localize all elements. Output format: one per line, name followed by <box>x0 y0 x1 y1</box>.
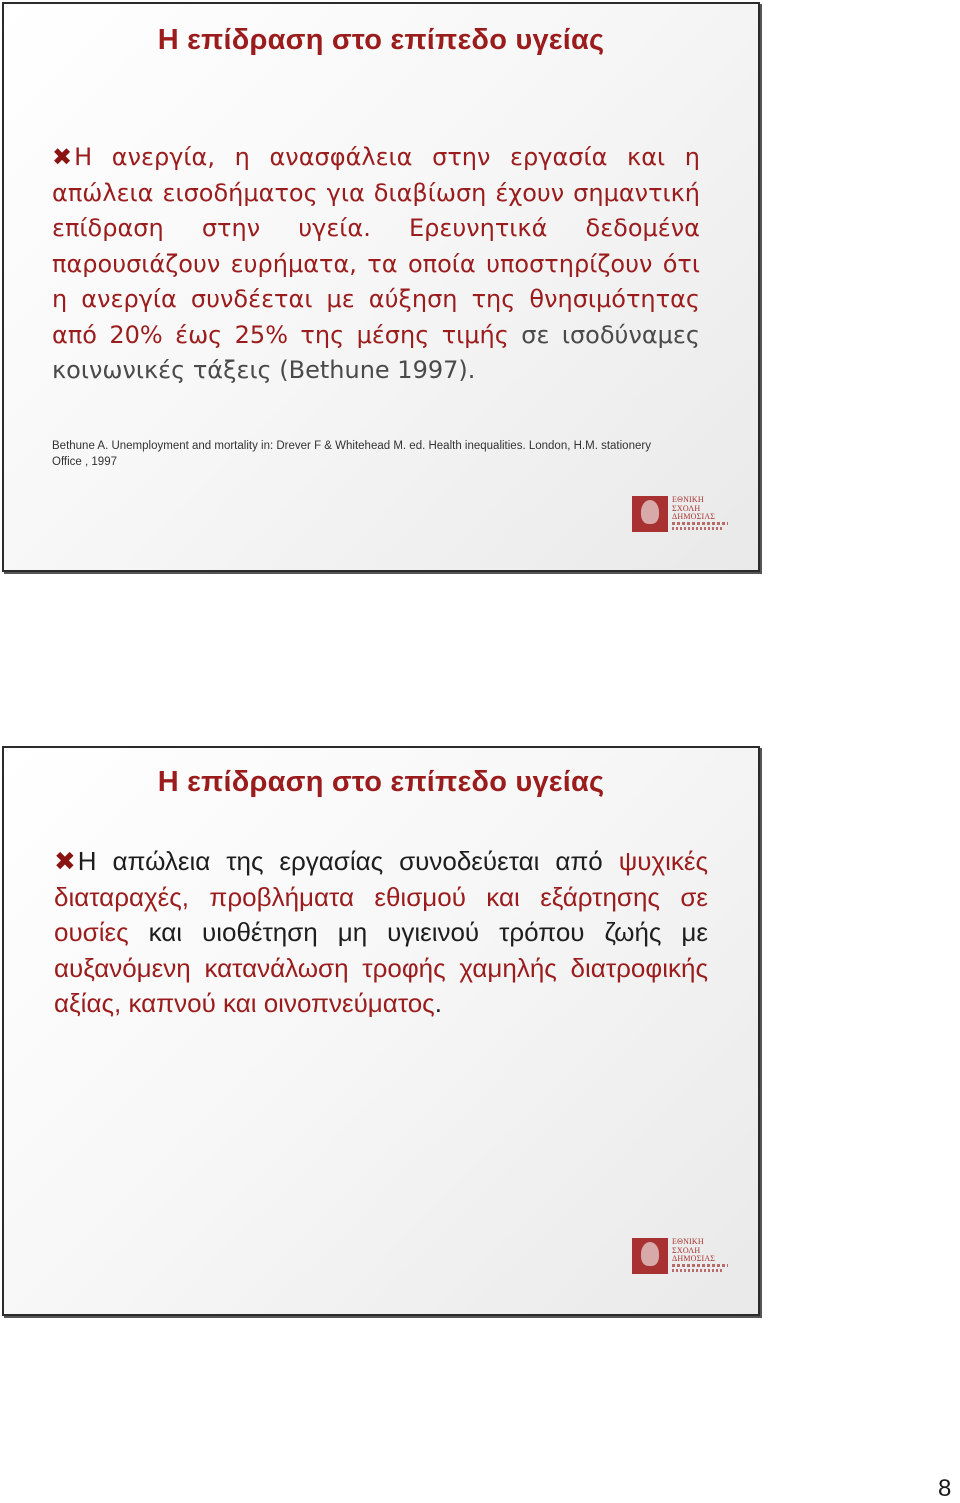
slide-title: Η επίδραση στο επίπεδο υγείας <box>157 24 605 56</box>
logo-text <box>672 496 728 522</box>
logo-line: ΔΗΜΟΣΙΑΣ <box>672 1254 716 1264</box>
page-number: 8 <box>938 1475 952 1502</box>
slide-body-paragraph <box>54 844 708 1022</box>
paragraph-text: Η απώλεια της εργασίας συνοδεύεται από <box>77 846 619 876</box>
slide-2 <box>2 746 760 1316</box>
paragraph-text: . <box>434 988 442 1018</box>
logo-emblem-icon <box>632 1238 668 1274</box>
paragraph-text: σε ισοδύναμες κοινωνικές τάξεις (Bethune 1997). <box>52 320 700 384</box>
paragraph-text: Η ανεργία, η ανασφάλεια στην εργασία και η απώλεια εισοδήματος για διαβίωση έχουν σημαντική επίδραση στην υγεία. Ερευνητικά δεδομένα παρουσιάζουν ευρήματα, τα οποία υποστηρίζουν ότι <box>52 143 700 278</box>
x-bullet-icon: ✖ <box>52 143 73 171</box>
x-bullet-icon: ✖ <box>54 846 76 876</box>
paragraph-text: και υιοθέτηση μη υγιεινού τρόπου ζωής με <box>128 917 708 947</box>
logo-line: ΣΧΟΛΗ <box>672 1245 701 1255</box>
slide-title: Η επίδραση στο επίπεδο υγείας <box>157 766 605 798</box>
highlighted-text: η ανεργία συνδέεται με αύξηση της θνησιμότητας από 20% έως 25% της μέσης τιμής <box>52 285 700 349</box>
school-logo <box>632 496 728 532</box>
logo-subtitle-line <box>672 527 722 530</box>
logo-line: ΔΗΜΟΣΙΑΣ <box>672 512 716 522</box>
citation: Bethune A. Unemployment and mortality in: Drever F & Whitehead M. ed. Health inequalities. London, H.M. stationery Office , 1997 <box>52 440 651 468</box>
highlighted-text: αυξανόμενη κατανάλωση τροφής χαμηλής διατροφικής αξίας, καπνού και οινοπνεύματος <box>54 952 708 1018</box>
school-logo <box>632 1238 728 1274</box>
logo-line: ΣΧΟΛΗ <box>672 503 701 513</box>
logo-subtitle-line <box>672 1269 722 1272</box>
highlighted-text: ψυχικές διαταραχές, προβλήματα εθισμού και εξάρτησης σε ουσίες <box>54 846 708 947</box>
logo-text <box>672 1238 728 1264</box>
slide-1 <box>2 2 760 572</box>
logo-emblem-icon <box>632 496 668 532</box>
logo-line: ΕΘΝΙΚΗ <box>672 1237 704 1246</box>
logo-subtitle-line <box>672 522 728 525</box>
slide-body-paragraph <box>52 140 700 389</box>
logo-line: ΕΘΝΙΚΗ <box>672 495 704 504</box>
logo-subtitle-line <box>672 1264 728 1267</box>
